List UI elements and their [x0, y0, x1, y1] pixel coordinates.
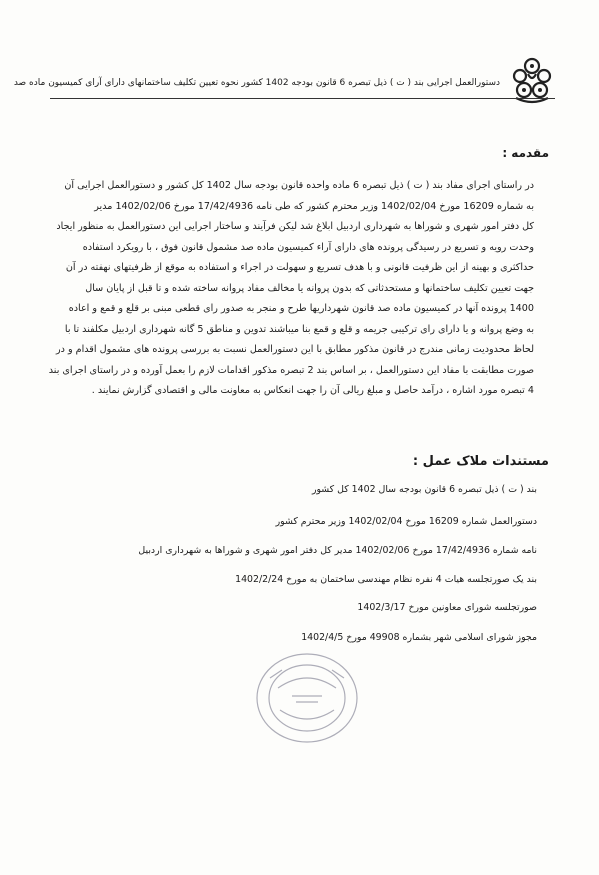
intro-line: لحاظ محدودیت زمانی مندرج در قانون مذکور مطابق با این دستورالعمل نسبت به بررسی پرونده های مشمول اقدام و در	[56, 344, 534, 355]
basis-item: بند یک صورتجلسه هیات 4 نفره نظام مهندسی ساختمان به مورخ 1402/2/24	[235, 574, 537, 585]
intro-line: 4 تبصره مورد اشاره ، درآمد حاصل و مبلغ ریالی آن را جهت انعکاس به معاونت مالی و اقتصادی گزارش نمایند .	[91, 385, 534, 396]
header-divider	[50, 98, 555, 99]
basis-item: صورتجلسه شورای معاونین مورخ 1402/3/17	[357, 602, 537, 613]
intro-heading: مقدمه :	[502, 146, 549, 160]
basis-item: بند ( ت ) ذیل تبصره 6 قانون بودجه سال 1402 کل کشور	[311, 484, 537, 495]
basis-item: نامه شماره 17/42/4936 مورخ 1402/02/06 مدیر کل دفتر امور شهری و شوراها به شهرداری اردبیل	[138, 545, 537, 556]
official-seal-icon	[248, 648, 366, 748]
intro-line: حداکثری و بهینه از این ظرفیت قانونی و با هدف تسریع و سهولت در اجراء و استفاده به موقع از ظرفیتهای نهفته در آن	[65, 262, 534, 273]
basis-item: دستورالعمل شماره 16209 مورخ 1402/02/04 وزیر محترم کشور	[275, 516, 537, 527]
intro-paragraph	[36, 176, 534, 402]
intro-line: جهت تعیین تکلیف ساختمانها و مستحدثاتی که بدون پروانه یا مخالف مفاد پروانه ساخته شده و تا قبل از پایان سال	[85, 282, 534, 294]
document-header: دستورالعمل اجرایی بند ( ت ) ذیل تبصره 6 قانون بودجه 1402 کشور نحوه تعیین تکلیف ساختمانهای دارای آرای کمیسیون ماده صد	[13, 78, 500, 88]
basis-item: مجوز شورای اسلامی شهر بشماره 49908 مورخ 1402/4/5	[301, 632, 537, 643]
intro-line: وحدت رویه و تسریع در رسیدگی پرونده های دارای آراء کمیسیون ماده صد مشمول قانون فوق ، با رویکرد استفاده	[82, 241, 534, 253]
intro-line: به وضع پروانه و یا دارای رای ترکیبی جریمه و قلع و قمع بنا میباشند تدوین و مناطق 5 گانه شهرداری اردبیل مکلفند تا با	[64, 323, 534, 335]
intro-line: در راستای اجرای مفاد بند ( ت ) ذیل تبصره 6 ماده واحده قانون بودجه سال 1402 کل کشور و دستورالعمل اجرایی آن	[64, 180, 534, 191]
intro-line: کل دفتر امور شهری و شوراها به شهرداری اردبیل ابلاغ شد لیکن فرآیند و ساختار اجرایی این دستورالعمل به منظور ایجاد	[56, 221, 534, 232]
intro-line: به شماره 16209 مورخ 1402/02/04 وزیر محترم کشور که طی نامه 17/42/4936 مورخ 1402/02/06 مدیر	[94, 200, 534, 212]
basis-heading: مستندات ملاک عمل :	[412, 454, 549, 469]
intro-line: صورت مطابقت با مفاد این دستورالعمل ، بر اساس بند 2 تبصره مذکور اقدامات لازم را بعمل آورده و در راستای اجرای بند	[48, 364, 534, 376]
intro-line: 1400 پرونده آنها در کمیسیون ماده صد قانون شهرداریها طرح و منجر به صدور رای قطعی مبنی بر قلع و قمع و اعاده	[68, 303, 534, 314]
